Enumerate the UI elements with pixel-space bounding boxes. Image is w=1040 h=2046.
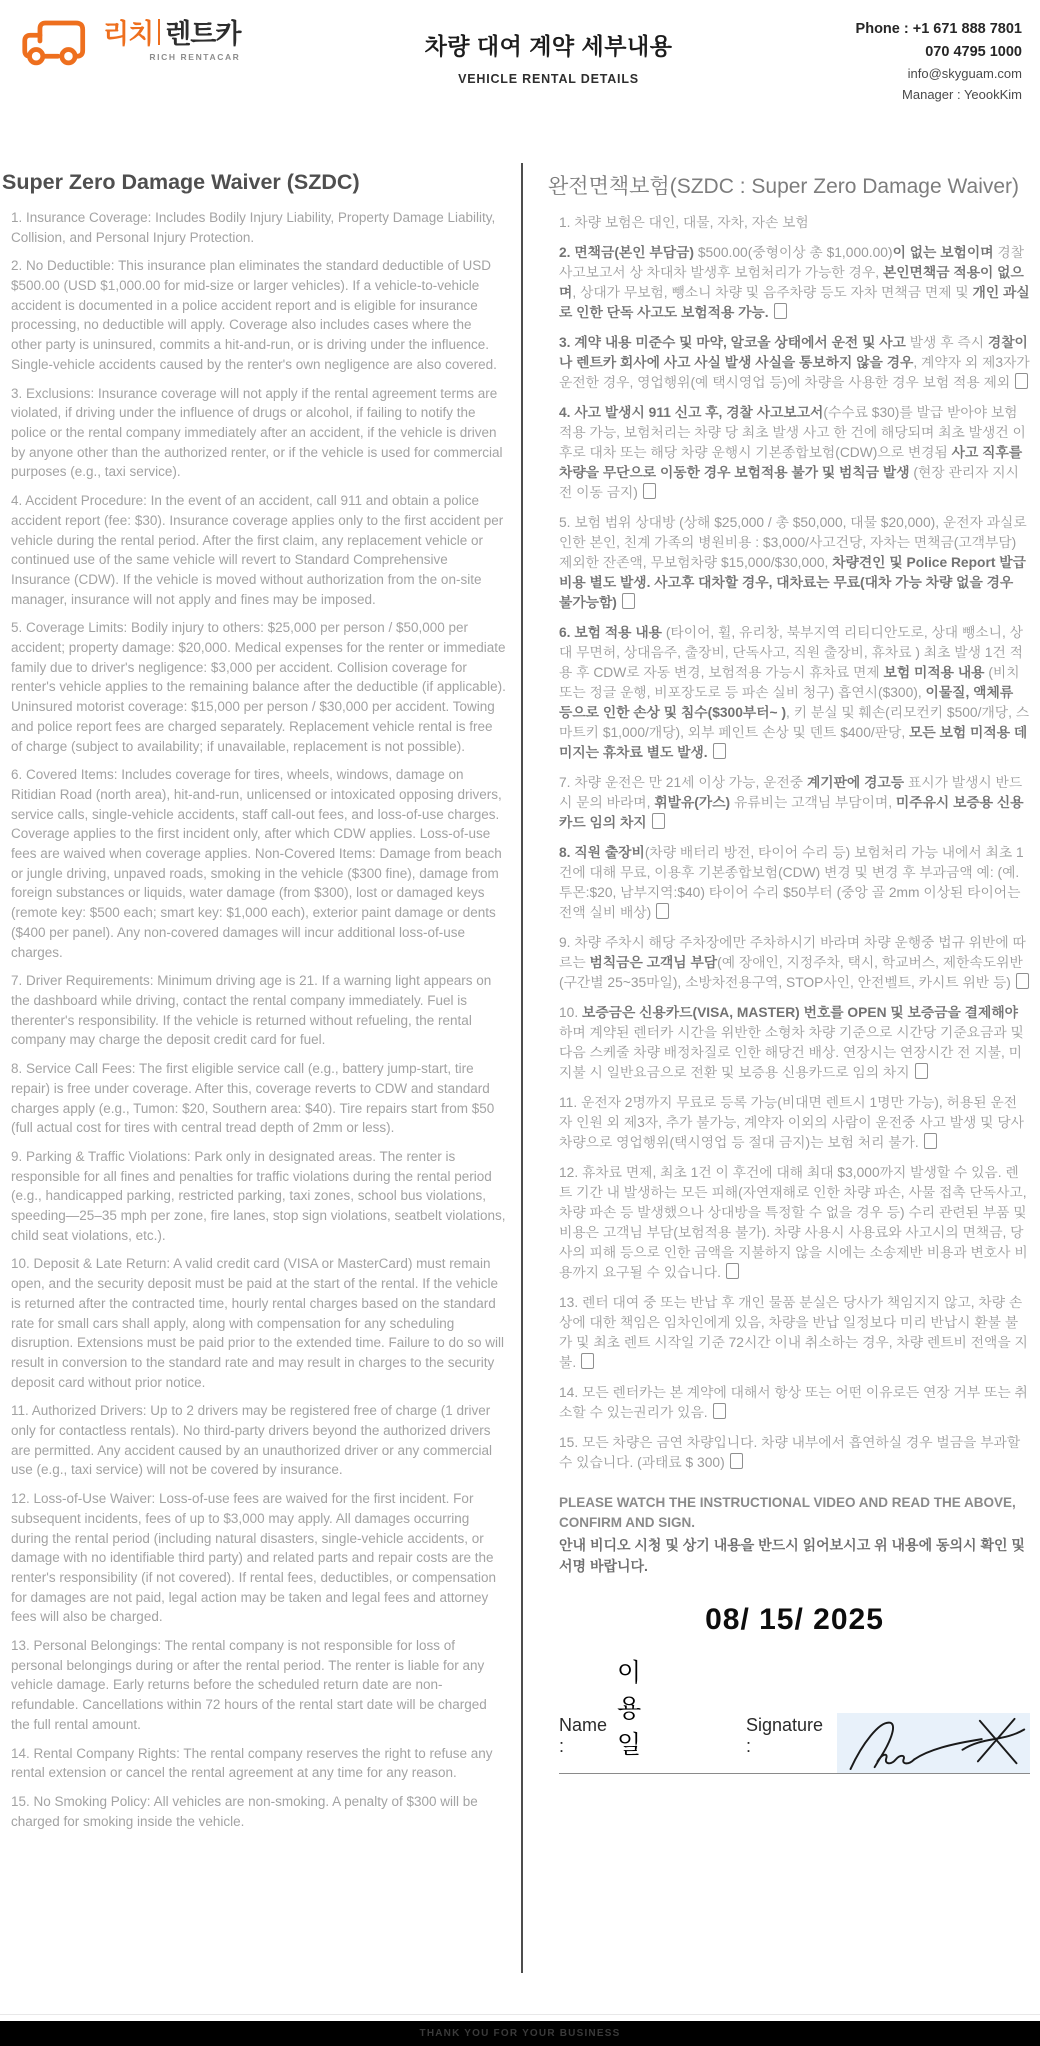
car-logo-icon bbox=[20, 12, 96, 75]
korean-terms-heading: 완전면책보험(SZDC : Super Zero Damage Waiver) bbox=[548, 174, 1020, 198]
korean-term-paragraph: 11. 운전자 2명까지 무료로 등록 가능(비대면 렌트시 1명만 가능), 허용된 운전자 인원 외 제3자, 추가 불가능, 계약자 이외의 사람이 운전중 사고 발생 및 당사 차량으로 영업행위(택시영업 등 절대 금지)는 보험 처리 불가. bbox=[559, 1094, 1025, 1150]
header bbox=[0, 0, 1040, 106]
agreement-checkbox[interactable] bbox=[1015, 373, 1028, 389]
english-term-paragraph: 7. Driver Requirements: Minimum driving age is 21. If a warning light appears on the dashboard while driving, contact the rental company immediately. Fuel is therenter's responsibility. If the vehicle is returned without refueling, the rental company may charge the deposit credit card for fuel. bbox=[11, 973, 492, 1048]
english-term-paragraph: 13. Personal Belongings: The rental company is not responsible for loss of personal belongings during or after the rental period. The renter is liable for any vehicle damage. Early returns before the scheduled return date are non-refundable. Cancellations within 72 hours of the rental start date will be charged the full rental amount. bbox=[11, 1638, 487, 1732]
notice-korean: 안내 비디오 시청 및 상기 내용을 반드시 읽어보시고 위 내용에 동의시 확인 및 서명 바랍니다. bbox=[559, 1537, 1025, 1575]
agreement-checkbox[interactable] bbox=[774, 303, 787, 319]
english-term-paragraph: 15. No Smoking Policy: All vehicles are non-smoking. A penalty of $300 will be charged for smoking inside the vehicle. bbox=[11, 1794, 478, 1829]
korean-term-paragraph: 8. 직원 출장비(차량 배터리 방전, 타이어 수리 등) 보험처리 가능 내에서 최초 1건에 대해 무료, 이용후 기본종합보험(CDW) 변경 및 변경 후 부과금액 예: (예. 투몬:$20, 남부지역:$40) 타이어 수리 $50부터 (중앙 골 2mm 이상된 타이어는 전액 실비 배상) bbox=[559, 844, 1024, 920]
korean-term-paragraph: 10. 보증금은 신용카드(VISA, MASTER) 번호를 OPEN 및 보증금을 결제해야 하며 계약된 렌터카 시간을 위반한 소형차 차량 기준으로 시간당 기준요금과 및 다음 스케줄 차량 배정차질로 인한 해당건 배상. 연장시는 연장시간 전 지불, 미지불 시 일반요금으로 전환 및 보증용 신용카드로 임의 차지 bbox=[559, 1004, 1024, 1080]
english-term-paragraph: 1. Insurance Coverage: Includes Bodily Injury Liability, Property Damage Liability, Collision, and Personal Injury Protection. bbox=[11, 209, 496, 245]
english-term-paragraph: 5. Coverage Limits: Bodily injury to others: $25,000 per person / $50,000 per accident; property damage: $20,000. Medical expenses for the renter or immediate family due to driver's negligence: $3,000 per accident. Collision coverage for renter's vehicle applies to the remaining balance after the deductible (if applicable). Uninsured motorist coverage: $15,000 per person / $30,000 per accident. Towing and police report fees are charged separately. Replacement vehicle rental is free of charge (subject to availability; if unavailable, replacement is not possible). bbox=[11, 620, 506, 754]
notice-english: PLEASE WATCH THE INSTRUCTIONAL VIDEO AND READ THE ABOVE, CONFIRM AND SIGN. bbox=[559, 1494, 1016, 1531]
column-divider bbox=[521, 163, 523, 1973]
agreement-checkbox[interactable] bbox=[726, 1263, 739, 1279]
logo-kr-orange: 리치 bbox=[103, 19, 154, 49]
english-term-paragraph: 12. Loss-of-Use Waiver: Loss-of-use fees are waived for the first incident. For subsequent incidents, fees of up to $3,000 may apply. All damages occurring during the rental period (including natural disasters, single-vehicle accidents, or damage with no identifiable third party) and related parts and repair costs are the renter's responsibility (if not covered). If rental fees, deductibles, or compensation for damages are not paid, legal action may be taken and legal fees and attorney fees will also be charged. bbox=[11, 1491, 497, 1625]
korean-term-paragraph: 9. 차량 주차시 해당 주차장에만 주차하시기 바라며 차량 운행중 법규 위반에 따르는 범칙금은 고객님 부담(예 장애인, 지정주차, 택시, 학교버스, 제한속도위반(구간별 25~35마일), 소방차전용구역, STOP사인, 안전벨트, 카시트 위반 등) bbox=[559, 933, 1030, 993]
agreement-checkbox[interactable] bbox=[622, 593, 635, 609]
logo-kr-black: 렌트카 bbox=[165, 19, 241, 49]
english-term-paragraph: 6. Covered Items: Includes coverage for tires, wheels, windows, damage on Ritidian Road (north area), hit-and-run, unlicensed or intoxicated opposing drivers, service calls, single-vehicle accidents, staff call-out fees, and loss-of-use charges. Coverage applies to the first incident only, after which CDW applies. Loss-of-use fees are waived when coverage applies. Non-Covered Items: Damage from beach or jungle driving, unpaved roads, smoking in the vehicle ($300 fine), damage from foreign substances or liquids, water damage (from $300), lost or damaged keys (remote key: $500 each; smart key: $1,000 each), exterior paint damage or dents ($400 per panel). Any non-covered damages will incur additional loss-of-use charges. bbox=[11, 767, 502, 960]
english-term-paragraph: 9. Parking & Traffic Violations: Park only in designated areas. The renter is responsible for all fines and penalties for traffic violations during the rental period (e.g., handicapped parking, restricted parking, taxi zones, school bus violations, speeding—25–35 mph per zone, fire lanes, stop sign violations, seatbelt violations, child seat violations, etc.). bbox=[11, 1148, 506, 1243]
agreement-checkbox[interactable] bbox=[643, 483, 656, 499]
english-term-paragraph: 14. Rental Company Rights: The rental company reserves the right to refuse any rental extension or cancel the rental agreement at any time for any reason. bbox=[11, 1745, 493, 1781]
english-terms-heading: Super Zero Damage Waiver (SZDC) bbox=[2, 169, 360, 194]
korean-term-paragraph: 12. 휴차료 면제, 최초 1건 이 후건에 대해 최대 $3,000까지 발생할 수 있음. 렌트 기간 내 발생하는 모든 피해(자연재해로 인한 차량 파손, 사물 접촉 단독사고, 차량 파손 등 발생했으나 상대방을 특정할 수 없을 경우 등) 수리 관련된 부품 및 비용은 고객님 부담(보험적용 불가). 차량 사용시 사용료와 사고시의 면책금, 당사의 피해 등으로 인한 금액을 지불하지 않을 시에는 소송제반 비용과 변호사 비용까지 요구될 수 있습니다. bbox=[559, 1164, 1028, 1280]
english-terms-list bbox=[2, 208, 506, 1831]
contact-block bbox=[777, 12, 1022, 106]
page-title-english: VEHICLE RENTAL DETAILS bbox=[458, 72, 639, 86]
korean-term-paragraph: 14. 모든 렌터카는 본 계약에 대해서 항상 또는 어떤 이유로든 연장 거부 또는 취소할 수 있는권리가 있음. bbox=[559, 1384, 1028, 1420]
document-title-block bbox=[320, 12, 777, 86]
signature-label: Signature : bbox=[745, 1715, 823, 1757]
contact-line: info@skyguam.com bbox=[907, 66, 1022, 82]
korean-term-paragraph: 6. 보험 적용 내용 (타이어, 휠, 유리창, 북부지역 리티디안도로, 상대 뺑소니, 상대 무면허, 상대음주, 출장비, 단독사고, 직원 출장비, 휴차료 ) 최초 발생 1건 적용 후 CDW로 자동 변경, 보험적용 가능시 휴차료 면제 보험 미적용 내용 (비치 또는 정글 운행, 비포장도로 등 파손 실비 청구) 흡연시($300), 이물질, 액체류 등으로 인한 손상 및 침수($300부터~ ), 키 분실 및 훼손(리모컨키 $500/개당, 스마트키 $1,000/개당), 외부 페인트 손상 및 덴트 $400/판당, 모든 보험 미적용 데미지는 휴차료 별도 발생. bbox=[559, 624, 1030, 760]
logo-divider bbox=[158, 19, 160, 45]
signature-field[interactable] bbox=[837, 1713, 1030, 1773]
logo-text bbox=[103, 12, 240, 62]
english-terms-column bbox=[0, 170, 521, 1840]
name-label: Name : bbox=[559, 1715, 608, 1757]
korean-terms-column bbox=[521, 170, 1040, 1840]
agreement-checkbox[interactable] bbox=[713, 743, 726, 759]
korean-terms-list bbox=[548, 213, 1030, 1473]
english-term-paragraph: 8. Service Call Fees: The first eligible service call (e.g., battery jump-start, tire repair) is free under coverage. After this, coverage reverts to CDW and standard charges apply (e.g., Tumon: $20, Southern area: $40). Tire repairs start from $50 (full actual cost for tires with central tread depth of 2mm or less). bbox=[11, 1061, 495, 1136]
agreement-checkbox[interactable] bbox=[581, 1353, 594, 1369]
korean-term-paragraph: 2. 면책금(본인 부담금) $500.00(중형이상 총 $1,000.00)이 없는 보험이며 경찰 사고보고서 상 차대차 발생후 보험처리가 가능한 경우, 본인면책금 적용이 없으며, 상대가 무보험, 뺑소니 차량 및 음주차량 등도 자차 면책금 면제 및 개인 과실로 인한 단독 사고도 보험적용 가능. bbox=[559, 244, 1030, 320]
signature-scribble bbox=[837, 1713, 1030, 1773]
agreement-checkbox[interactable] bbox=[713, 1403, 726, 1419]
korean-term-paragraph: 15. 모든 차량은 금연 차량입니다. 차량 내부에서 흡연하실 경우 벌금을 부과할 수 있습니다. (과태료 $ 300) bbox=[559, 1434, 1021, 1470]
english-term-paragraph: 2. No Deductible: This insurance plan eliminates the standard deductible of USD $500.00 (USD $1,000.00 for mid-size or larger vehicles). If a vehicle-to-vehicle accident is documented in a police accident report and is eligible for insurance processing, no deductible will apply. Coverage also includes cases where the other party is uninsured, commits a hit-and-run, or is driving under the influence. Single-vehicle accidents caused by the renter's own negligence are also covered. bbox=[11, 258, 497, 372]
contact-line: Phone : +1 671 888 7801 bbox=[855, 21, 1022, 37]
agreement-checkbox[interactable] bbox=[656, 903, 669, 919]
agreement-checkbox[interactable] bbox=[915, 1063, 928, 1079]
contact-line: 070 4795 1000 bbox=[925, 44, 1022, 61]
renter-name-value: 이용일 bbox=[617, 1659, 642, 1760]
agreement-checkbox[interactable] bbox=[924, 1133, 937, 1149]
contract-columns bbox=[0, 170, 1040, 1840]
confirmation-notice bbox=[559, 1493, 1030, 1578]
english-term-paragraph: 10. Deposit & Late Return: A valid credit card (VISA or MasterCard) must remain open, and the security deposit must be paid at the start of the rental. If the vehicle is returned after the contracted time, hourly rental charges based on the standard rate for small cars shall apply, along with compensation for any scheduling disruption. Extensions must be paid prior to the extended time. Failure to do so will result in conversion to the standard rate and may result in charges to the security deposit card without prior notice. bbox=[11, 1256, 505, 1390]
contact-line: Manager : YeookKim bbox=[902, 87, 1022, 103]
logo-subtitle: RICH RENTACAR bbox=[149, 52, 241, 62]
korean-term-paragraph: 4. 사고 발생시 911 신고 후, 경찰 사고보고서(수수료 $30)를 발급 받아야 보험 적용 가능, 보험처리는 차량 당 최초 발생 사고 한 건에 해당되며 최초 발생건 이후로 대차 또는 해당 차량 운행시 기본종합보험(CDW)으로 변경됨 사고 직후를 차량을 무단으로 이동한 경우 보험적용 불가 및 범칙금 발생 (현장 관리자 지시 전 이동 금지) bbox=[559, 404, 1026, 500]
agreement-checkbox[interactable] bbox=[1016, 973, 1029, 989]
english-term-paragraph: 3. Exclusions: Insurance coverage will not apply if the rental agreement terms are violated, if driving under the influence of drugs or alcohol, if failing to notify the police or the rental company immediately after an accident, if the vehicle is driven by anyone other than the authorized renter, or if the vehicle is used for commercial purposes (e.g., taxi service). bbox=[11, 385, 503, 480]
footer-bar bbox=[0, 2021, 1040, 2046]
signature-row bbox=[559, 1653, 1030, 1774]
footer-separator bbox=[0, 2014, 1040, 2015]
contract-date: 08/ 15/ 2025 bbox=[705, 1603, 884, 1637]
agreement-checkbox[interactable] bbox=[652, 813, 665, 829]
footer-message: THANK YOU FOR YOUR BUSINESS bbox=[419, 2028, 621, 2039]
korean-term-paragraph: 13. 렌터 대여 중 또는 반납 후 개인 물품 분실은 당사가 책임지지 않고, 차량 손상에 대한 책임은 임차인에게 있음, 차량을 반납 일정보다 미리 반납시 환불 불가 및 최초 렌트 시작일 기준 72시간 이내 취소하는 경우, 차량 렌트비 전액을 지불. bbox=[559, 1294, 1028, 1370]
company-logo bbox=[20, 12, 320, 75]
page-title-korean: 차량 대여 계약 세부내용 bbox=[424, 33, 673, 59]
agreement-checkbox[interactable] bbox=[730, 1453, 743, 1469]
korean-term-paragraph: 7. 차량 운전은 만 21세 이상 가능, 운전중 계기판에 경고등 표시가 발생시 반드시 문의 바라며, 휘발유(가스) 유류비는 고객님 부담이며, 미주유시 보증용 신용카드 임의 차지 bbox=[559, 774, 1024, 830]
korean-term-paragraph: 3. 계약 내용 미준수 및 마약, 알코올 상태에서 운전 및 사고 발생 후 즉시 경찰이나 렌트카 회사에 사고 사실 발생 사실을 통보하지 않을 경우, 계약자 외 제3자가 운전한 경우, 영업행위(예 택시영업 등)에 차량을 사용한 경우 보험 적용 제외 bbox=[559, 334, 1030, 390]
korean-term-paragraph: 5. 보험 범위 상대방 (상해 $25,000 / 총 $50,000, 대물 $20,000), 운전자 과실로 인한 본인, 친계 가족의 병원비용 : $3,000/사고건당, 자차는 면책금(고객부담) 제외한 잔존액, 무보험차량 $15,000/$30,000, 차량견인 및 Police Report 발급 비용 별도 발생. 사고후 대차할 경우, 대차료는 무료(대차 가능 차량 없을 경우 불가능함) bbox=[559, 514, 1027, 610]
english-term-paragraph: 11. Authorized Drivers: Up to 2 drivers may be registered free of charge (1 driver only for contactless rentals). No third-party drivers beyond the authorized drivers are permitted. Any accident caused by an unauthorized driver or any commercial use (e.g., taxi service) will not be covered by insurance. bbox=[11, 1403, 492, 1478]
english-term-paragraph: 4. Accident Procedure: In the event of an accident, call 911 and obtain a police accident report (fee: $30). Insurance coverage applies only to the first accident per vehicle during the rental period. After the first claim, any replacement vehicle or continued use of the same vehicle will revert to Standard Comprehensive Insurance (CDW). If the vehicle is moved without authorization from the on-site manager, insurance will not apply and fines may be imposed. bbox=[11, 493, 504, 607]
korean-term-paragraph: 1. 차량 보험은 대인, 대물, 자차, 자손 보험 bbox=[559, 214, 809, 230]
